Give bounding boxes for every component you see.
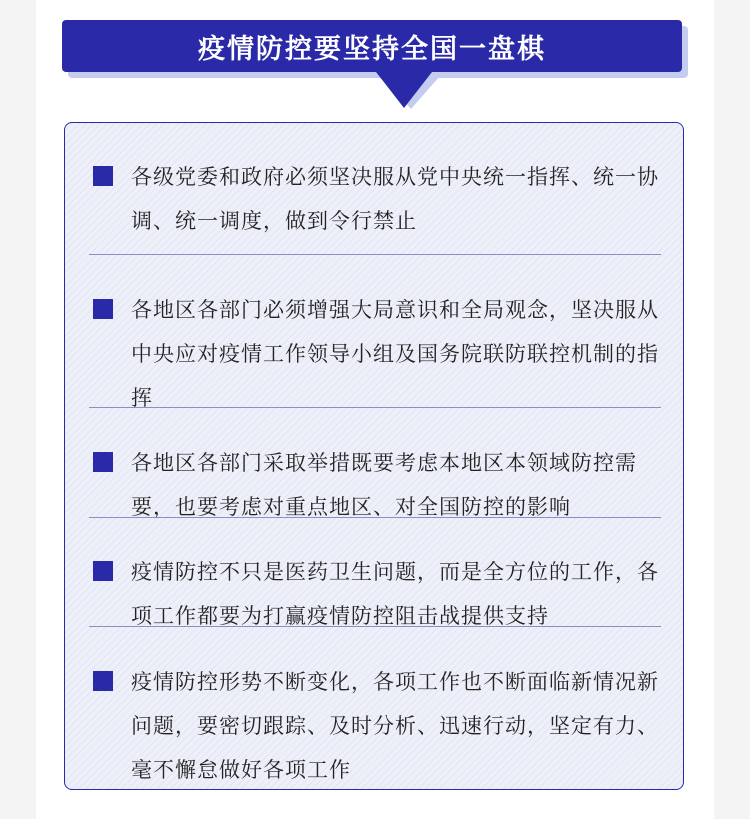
left-margin-strip xyxy=(0,0,36,819)
title-banner xyxy=(62,20,690,110)
divider xyxy=(89,517,661,518)
divider xyxy=(89,407,661,408)
list-item-text: 各级党委和政府必须坚决服从党中央统一指挥、统一协调、统一调度，做到令行禁止 xyxy=(131,165,659,233)
banner-box xyxy=(62,20,682,72)
list-item-text: 各地区各部门必须增强大局意识和全局观念，坚决服从中央应对疫情工作领导小组及国务院联防联控机制的指挥 xyxy=(131,298,659,410)
content-panel xyxy=(64,122,684,790)
right-margin-strip xyxy=(714,0,750,819)
down-arrow-icon xyxy=(376,72,432,108)
list-item-text: 疫情防控不只是医药卫生问题，而是全方位的工作，各项工作都要为打赢疫情防控阻击战提供支持 xyxy=(131,560,659,628)
list-item-text: 疫情防控形势不断变化，各项工作也不断面临新情况新问题，要密切跟踪、及时分析、迅速行动，坚定有力、毫不懈怠做好各项工作 xyxy=(131,670,659,782)
square-bullet-icon xyxy=(93,299,113,319)
square-bullet-icon xyxy=(93,452,113,472)
square-bullet-icon xyxy=(93,561,113,581)
square-bullet-icon xyxy=(93,166,113,186)
list-item-text: 各地区各部门采取举措既要考虑本地区本领域防控需要，也要考虑对重点地区、对全国防控的影响 xyxy=(131,451,637,519)
page-title: 疫情防控要坚持全国一盘棋 xyxy=(198,33,546,65)
square-bullet-icon xyxy=(93,671,113,691)
divider xyxy=(89,254,661,255)
divider xyxy=(89,626,661,627)
